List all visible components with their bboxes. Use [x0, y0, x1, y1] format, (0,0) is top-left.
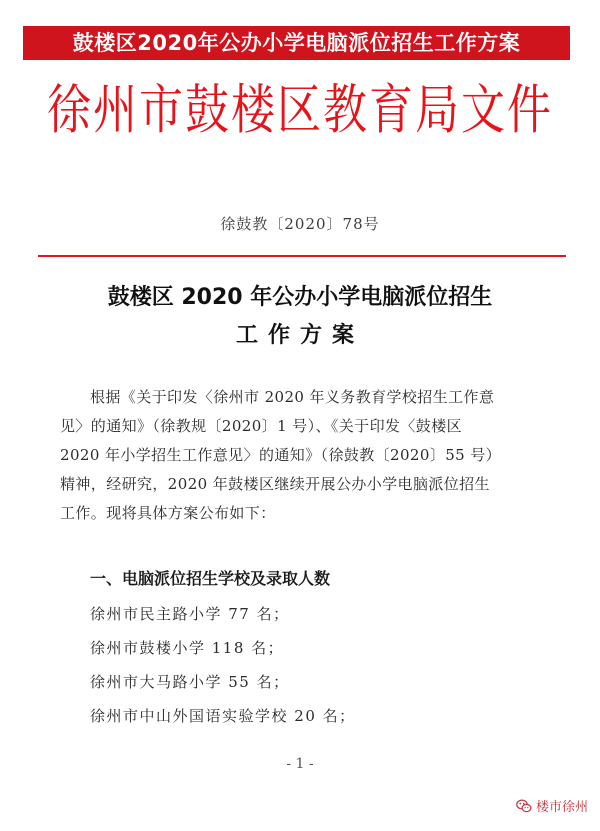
watermark	[516, 796, 588, 815]
document-title-line-1: 鼓楼区 2020 年公办小学电脑派位招生	[107, 285, 493, 310]
section-heading: 一、电脑派位招生学校及录取人数	[90, 569, 331, 588]
school-list	[90, 597, 356, 733]
page-number: - 1 -	[286, 756, 314, 772]
school-item: 徐州市民主路小学 77 名；	[90, 605, 290, 623]
wechat-icon	[516, 798, 532, 814]
banner-title: 鼓楼区2020年公办小学电脑派位招生工作方案	[23, 26, 570, 60]
masthead-title: 徐州市鼓楼区教育局文件	[47, 78, 553, 142]
body-paragraph	[60, 383, 560, 528]
red-divider-line	[38, 255, 566, 257]
body-line: 根据《关于印发〈徐州市 2020 年义务教育学校招生工作意	[90, 388, 495, 406]
school-item: 徐州市大马路小学 55 名；	[90, 673, 290, 691]
body-line: 见〉的通知》（徐教规〔2020〕1 号）、《关于印发〈鼓楼区	[60, 417, 462, 435]
watermark-text: 楼市徐州	[535, 800, 588, 815]
school-item: 徐州市中山外国语实验学校 20 名；	[90, 707, 356, 725]
body-line: 工作。现将具体方案公布如下：	[60, 504, 276, 522]
body-line: 精神，经研究，2020 年鼓楼区继续开展公办小学电脑派位招生	[60, 475, 490, 493]
body-line: 2020 年小学招生工作意见〉的通知》（徐鼓教〔2020〕55 号）	[60, 446, 502, 464]
document-title-line-2: 工作方案	[235, 323, 364, 348]
document-number: 徐鼓教〔2020〕78号	[220, 215, 380, 233]
school-item: 徐州市鼓楼小学 118 名；	[90, 639, 285, 657]
